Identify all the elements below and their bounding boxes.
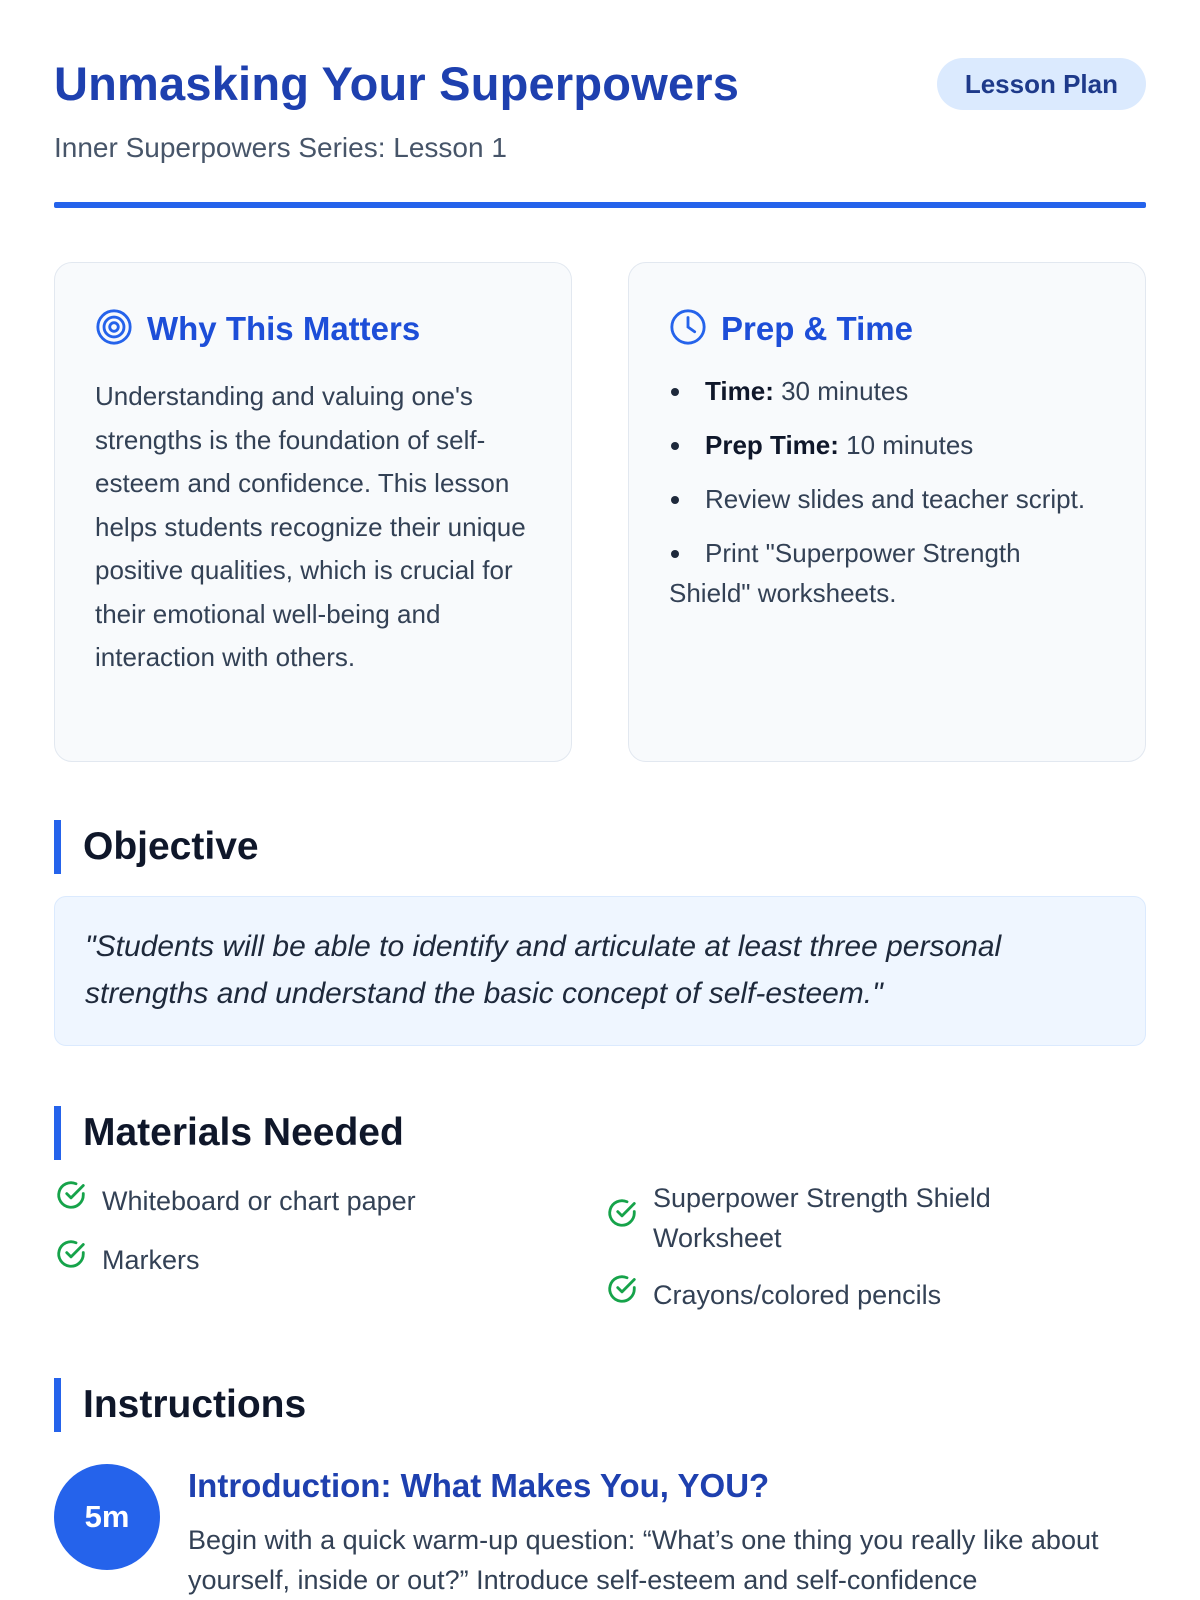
prep-item: Review slides and teacher script. (669, 479, 1105, 519)
step-duration-badge: 5m (54, 1464, 160, 1570)
header-divider (54, 202, 1146, 208)
card-header (95, 307, 531, 351)
prep-and-time-card (628, 262, 1146, 762)
materials-column-left (54, 1178, 595, 1331)
page-subtitle: Inner Superpowers Series: Lesson 1 (54, 132, 507, 163)
material-item: Superpower Strength Shield Worksheet (605, 1178, 1146, 1258)
prep-item: Time: 30 minutes (669, 371, 1105, 411)
objective-quote: "Students will be able to identify and articulate at least three personal strengths and understand the basic concept of self-esteem." (54, 896, 1146, 1046)
step-content (188, 1464, 1146, 1600)
card-title: Why This Matters (147, 310, 421, 347)
prep-list (669, 371, 1105, 613)
clock-icon (669, 308, 707, 351)
check-circle-icon (605, 1272, 639, 1317)
material-item: Whiteboard or chart paper (54, 1178, 595, 1223)
target-icon (95, 308, 133, 351)
objective-heading: Objective (54, 820, 259, 874)
prep-item: Print "Superpower Strength Shield" worksheets. (669, 533, 1105, 613)
check-circle-icon (605, 1196, 639, 1241)
material-item: Markers (54, 1237, 595, 1282)
page-header (54, 0, 1146, 210)
materials-list (54, 1178, 1146, 1331)
card-title: Prep & Time (721, 310, 913, 347)
check-circle-icon (54, 1178, 88, 1223)
lesson-plan-badge: Lesson Plan (937, 58, 1146, 110)
prep-item: Prep Time: 10 minutes (669, 425, 1105, 465)
materials-heading: Materials Needed (54, 1106, 404, 1160)
material-item: Crayons/colored pencils (605, 1272, 1146, 1317)
card-body: Understanding and valuing one's strengths is the foundation of self-esteem and confidence. This lesson helps students recognize their unique positive qualities, which is crucial for their emotional well-being and interaction with others. (95, 381, 526, 672)
check-circle-icon (54, 1237, 88, 1282)
page-title: Unmasking Your Superpowers (54, 57, 740, 110)
step-title: Introduction: What Makes You, YOU? (188, 1467, 770, 1504)
step-text: Begin with a quick warm-up question: “What’s one thing you really like about yourself, inside or out?” Introduce self-esteem and self-confidence (188, 1525, 1099, 1595)
instruction-step (54, 1464, 1146, 1600)
instructions-heading: Instructions (54, 1378, 306, 1432)
why-this-matters-card (54, 262, 572, 762)
materials-column-right (595, 1178, 1146, 1331)
info-cards (54, 262, 1146, 762)
card-header (669, 307, 1105, 351)
